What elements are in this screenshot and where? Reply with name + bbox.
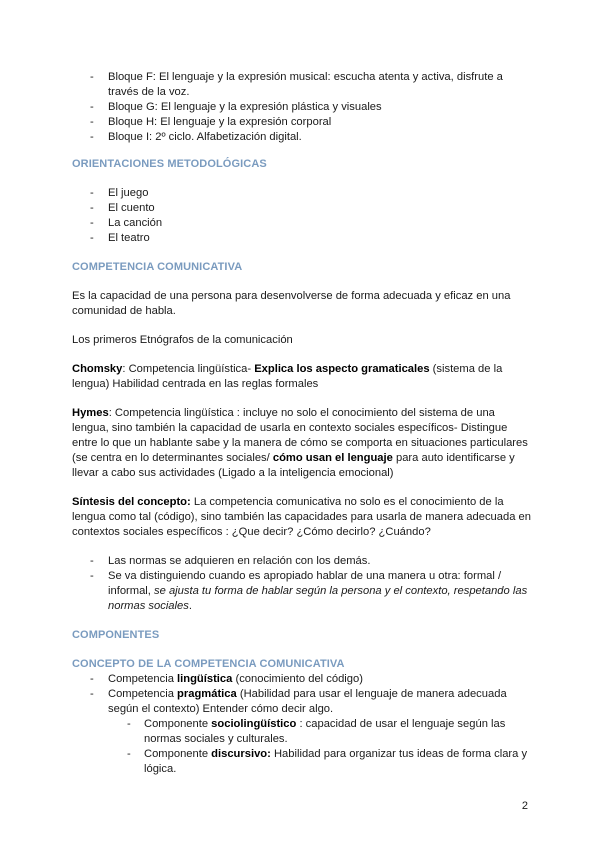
item-text: Competencia bbox=[108, 673, 178, 685]
item-text: : capacidad de usar el lenguaje según las normas sociales y culturales. bbox=[144, 718, 506, 745]
item-text: Competencia bbox=[108, 688, 178, 700]
item-bold: sociolingüístico bbox=[211, 718, 297, 730]
hymes-name: Hymes bbox=[72, 407, 109, 419]
list-item bbox=[72, 687, 532, 717]
list-item: - Bloque H: El lenguaje y la expresión corporal bbox=[72, 115, 532, 130]
sintesis-paragraph bbox=[72, 495, 532, 540]
list-item: - El teatro bbox=[72, 231, 532, 246]
item-bold: discursivo: bbox=[211, 748, 271, 760]
list-item: - La canción bbox=[72, 216, 532, 231]
sintesis-label: Síntesis del concepto: bbox=[72, 496, 191, 508]
list-item: - Bloque F: El lenguaje y la expresión musical: escucha atenta y activa, disfrute a través de la voz. bbox=[72, 70, 532, 100]
item-text: (Habilidad para usar el lenguaje de manera adecuada según el contexto) Entender cómo decir algo. bbox=[108, 688, 507, 715]
list-item: - Las normas se adquieren en relación con los demás. bbox=[72, 554, 532, 569]
list-item: - Bloque I: 2º ciclo. Alfabetización digital. bbox=[72, 130, 532, 145]
hymes-paragraph bbox=[72, 406, 532, 481]
list-item bbox=[72, 717, 532, 747]
item-text: (conocimiento del código) bbox=[232, 673, 363, 685]
hymes-text-2: para auto identificarse y llevar a cabo sus actividades (Ligado a la inteligencia emocional) bbox=[72, 452, 515, 479]
distinguiendo-text: Se va distinguiendo cuando es apropiado hablar de una manera u otra: formal / informal, bbox=[108, 570, 502, 597]
list-item bbox=[72, 672, 532, 687]
chomsky-bold: Explica los aspecto gramaticales bbox=[254, 363, 430, 375]
page-number: 2 bbox=[521, 800, 528, 812]
distinguiendo-end: . bbox=[188, 600, 192, 612]
item-text: Componente bbox=[144, 718, 212, 730]
etnografos-paragraph: Los primeros Etnógrafos de la comunicación bbox=[72, 334, 293, 346]
heading-concepto: CONCEPTO DE LA COMPETENCIA COMUNICATIVA bbox=[72, 658, 345, 670]
hymes-bold: cómo usan el lenguaje bbox=[272, 452, 393, 464]
page-content bbox=[72, 70, 532, 777]
list-item: - Bloque G: El lenguaje y la expresión plástica y visuales bbox=[72, 100, 532, 115]
chomsky-text-2: (sistema de la lengua) Habilidad centrada en las reglas formales bbox=[72, 363, 503, 390]
item-bold: lingüística bbox=[177, 673, 233, 685]
orientaciones-list bbox=[72, 186, 532, 246]
item-text: Componente bbox=[144, 748, 212, 760]
hymes-text-1: : Competencia lingüística : incluye no solo el conocimiento del sistema de una lengua, sino también la capacidad de usarla en contexto sociales específicos- Distingue entre lo que un hablante sabe y la manera de cómo se comporta en situaciones particulares (se centra en lo determinantes sociales/ bbox=[72, 407, 528, 464]
sintesis-text: La competencia comunicativa no solo es el conocimiento de la lengua como tal (código), sino también las capacidades para usarla de manera adecuada en contextos sociales específicos : ¿Que decir? ¿Cómo decirlo? ¿Cuándo? bbox=[72, 496, 531, 538]
list-item bbox=[72, 569, 532, 614]
chomsky-paragraph bbox=[72, 362, 532, 392]
item-bold: pragmática bbox=[177, 688, 237, 700]
heading-orientaciones: ORIENTACIONES METODOLÓGICAS bbox=[72, 158, 267, 170]
bloques-list bbox=[72, 70, 532, 145]
list-item: - El juego bbox=[72, 186, 532, 201]
list-item: - El cuento bbox=[72, 201, 532, 216]
list-item bbox=[72, 747, 532, 777]
chomsky-name: Chomsky bbox=[72, 363, 123, 375]
item-text: Habilidad para organizar tus ideas de forma clara y lógica. bbox=[144, 748, 528, 775]
chomsky-text-1: : Competencia lingüística- bbox=[122, 363, 255, 375]
distinguiendo-italic: se ajusta tu forma de hablar según la persona y el contexto, respetando las normas sociales bbox=[108, 585, 528, 612]
normas-list bbox=[72, 554, 532, 614]
definition-paragraph: Es la capacidad de una persona para desenvolverse de forma adecuada y eficaz en una comunidad de habla. bbox=[72, 290, 511, 317]
concepto-list bbox=[72, 672, 532, 717]
heading-componentes: COMPONENTES bbox=[72, 629, 160, 641]
heading-competencia: COMPETENCIA COMUNICATIVA bbox=[72, 261, 243, 273]
componentes-sublist bbox=[72, 717, 532, 777]
